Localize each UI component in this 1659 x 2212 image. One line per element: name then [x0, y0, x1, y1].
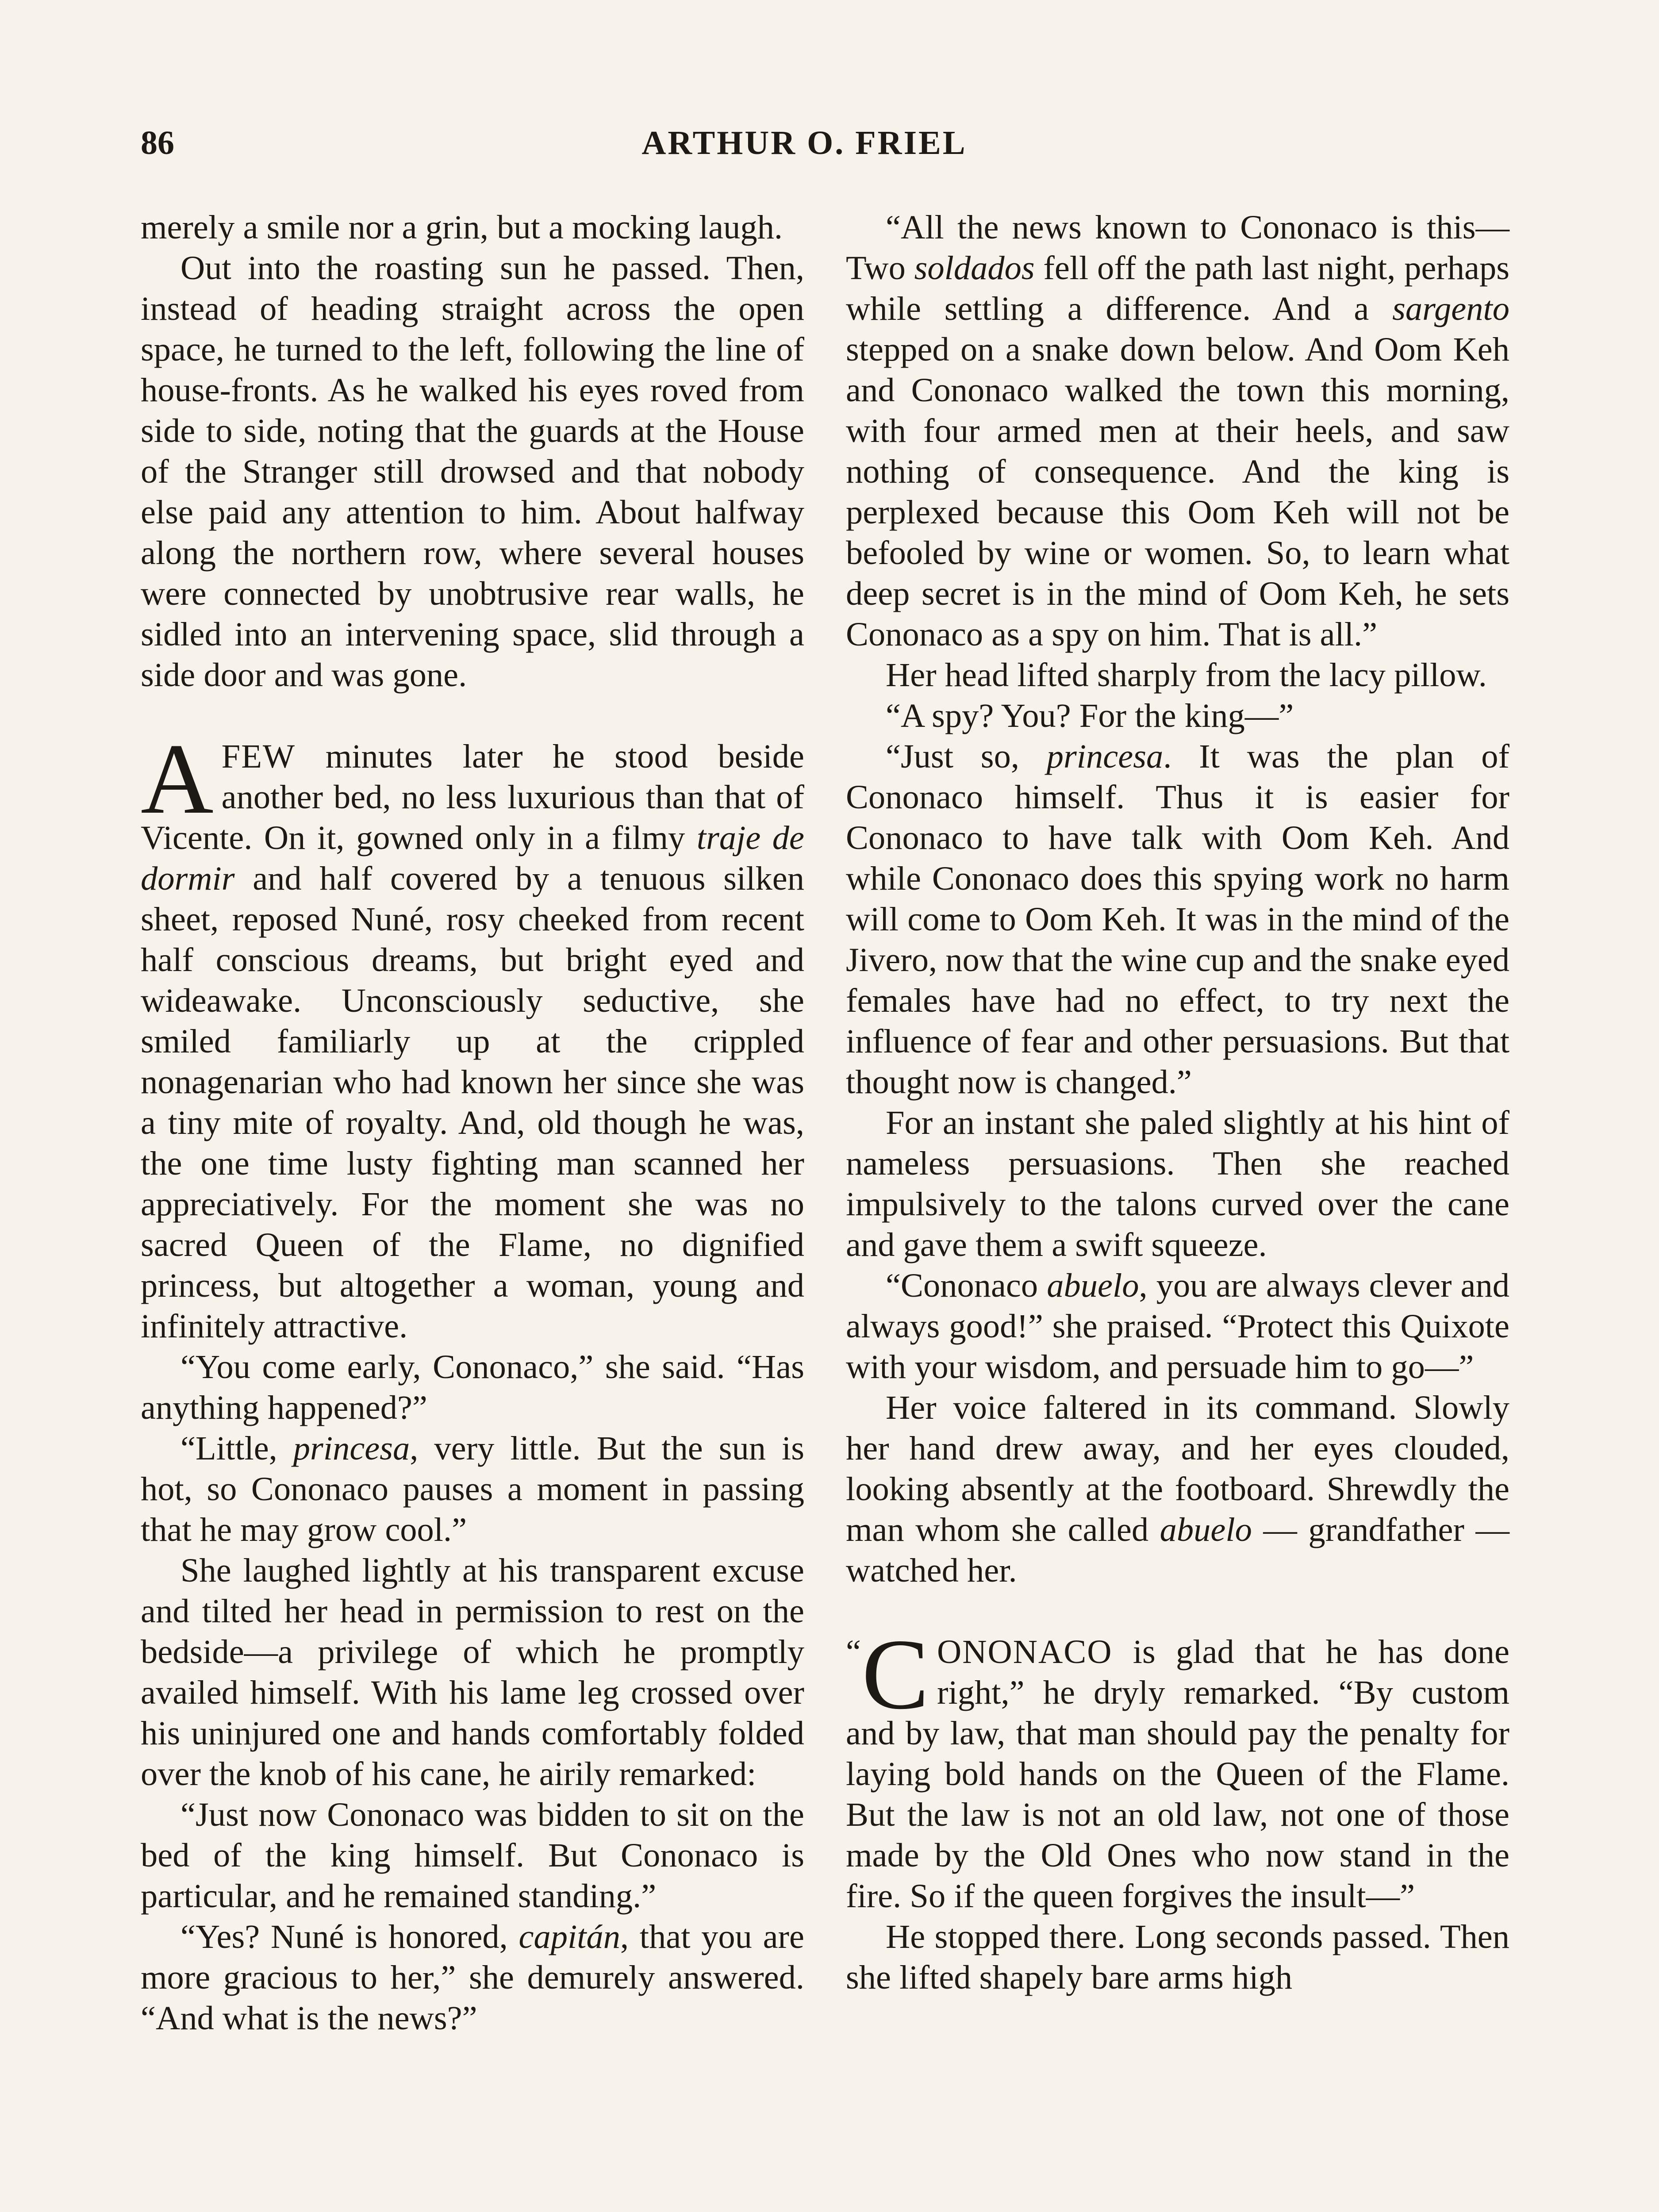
text-run: is glad that he has done right,” he dryly remarked. “By custom and by law, that man should pay the penalty for laying bold hands on the Queen of the Flame. But the law is not an old law, not one of those made by the Old Ones who now stand in the fire. So if the queen forgives the insult—” [846, 1633, 1509, 1915]
paragraph: For an instant she paled slightly at his hint of nameless persuasions. Then she reached impulsively to the talons curved over the cane and gave them a swift squeeze. [846, 1104, 1509, 1263]
italic-text: princesa [293, 1429, 410, 1467]
right-column [846, 207, 1509, 1998]
opening-quote: “ [846, 1633, 861, 1671]
italic-text: abuelo [1160, 1511, 1252, 1548]
text-run: “Yes? Nuné is honored, [180, 1918, 519, 1955]
text-run: fell off the path last night, perhaps while settling a difference. And a [846, 249, 1509, 327]
paragraph: She laughed lightly at his transparent excuse and tilted her head in permission to rest on the bedside—a privilege of which he promptly availed himself. With his lame leg crossed over his uninjured one and hands comfortably folded over the knob of his cane, he airily remarked: [141, 1551, 804, 1793]
paragraph [846, 736, 1509, 1102]
text-run: “Little, [180, 1429, 293, 1467]
text-run: “Cononaco [886, 1267, 1047, 1304]
text-run: , very little. But the sun is hot, so Cononaco pauses a moment in passing that he may grow cool.” [141, 1429, 804, 1548]
paragraph [846, 1387, 1509, 1591]
italic-text: soldados [914, 249, 1035, 287]
paragraph: “Just now Cononaco was bidden to sit on the bed of the king himself. But Cononaco is particular, and he remained standing.” [141, 1796, 804, 1915]
text-run: , that you are more gracious to her,” she demurely answered. “And what is the news?” [141, 1918, 804, 2037]
italic-text: abuelo [1047, 1267, 1139, 1304]
text-run: “All the news known to Cononaco is this— Two [846, 208, 1509, 287]
left-column [141, 207, 804, 2039]
paragraph: Her head lifted sharply from the lacy pillow. [886, 656, 1487, 694]
italic-text: sargento [1392, 290, 1509, 327]
paragraph [846, 207, 1509, 655]
running-head: ARTHUR O. FRIEL [641, 124, 967, 161]
drop-cap: C [861, 1619, 929, 1730]
lead-in-caps: FEW [221, 737, 296, 775]
text-run: — grandfather — watched her. [846, 1511, 1509, 1589]
italic-text: princesa [1046, 737, 1164, 775]
text-run: , you are always clever and always good!” she praised. “Protect this Quixote with your wisdom, and persuade him to go—” [846, 1267, 1509, 1386]
paragraph: He stopped there. Long seconds passed. Then she lifted shapely bare arms high [846, 1918, 1509, 1996]
drop-cap: A [141, 723, 214, 835]
text-run: stepped on a snake down below. And Oom Keh and Cononaco walked the town this morning, with four armed men at their heels, and saw nothing of consequence. And the king is perplexed because this Oom Keh will not be befooled by wine or women. So, to learn what deep secret is in the mind of Oom Keh, he sets Cononaco as a spy on him. That is all.” [846, 330, 1509, 653]
section-paragraph [846, 1619, 1509, 1916]
paragraph: merely a smile nor a grin, but a mocking laugh. [141, 208, 783, 246]
text-run: . It was the plan of Cononaco himself. Thus it is easier for Cononaco to have talk with Oom Keh. And while Cononaco does this spying work no harm will come to Oom Keh. It was in the mind of the Jivero, now that the wine cup and the snake eyed females have had no effect, to try next the influence of fear and other persuasions. But that thought now is changed.” [846, 737, 1509, 1101]
paragraph: “A spy? You? For the king—” [886, 697, 1294, 734]
page-header [141, 124, 1468, 173]
text-run: minutes later he stood beside another bed, no less luxurious than that of Vicente. On it, gowned only in a filmy [141, 737, 804, 856]
paragraph: “You come early, Cononaco,” she said. “Has anything happened?” [141, 1348, 804, 1426]
italic-text: traje de dormir [141, 819, 804, 897]
paragraph [141, 1428, 804, 1550]
text-run: Her voice faltered in its command. Slowly her hand drew away, and her eyes clouded, looking absently at the footboard. Shrewdly the man whom she called [846, 1389, 1509, 1548]
section-paragraph [141, 723, 804, 1347]
lead-in-caps: ONONACO [937, 1633, 1113, 1671]
paragraph: Out into the roasting sun he passed. Then, instead of heading straight across the open space, he turned to the left, following the line of house-fronts. As he walked his eyes roved from side to side, noting that the guards at the House of the Stranger still drowsed and that nobody else paid any attention to him. About halfway along the northern row, where several houses were connected by unobtrusive rear walls, he sidled into an intervening space, slid through a side door and was gone. [141, 249, 804, 694]
italic-text: capitán [518, 1918, 620, 1955]
text-run: “Just so, [886, 737, 1047, 775]
paragraph [846, 1265, 1509, 1387]
paragraph [141, 1916, 804, 2039]
page-number: 86 [141, 124, 174, 161]
text-run: and half covered by a tenuous silken sheet, reposed Nuné, rosy cheeked from recent half conscious dreams, but bright eyed and wideawake. Unconsciously seductive, she smiled familiarly up at the crippled nonagenarian who had known her since she was a tiny mite of royalty. And, old though he was, the one time lusty fighting man scanned her appreciatively. For the moment she was no sacred Queen of the Flame, no dignified princess, but altogether a woman, young and infinitely attractive. [141, 860, 804, 1345]
